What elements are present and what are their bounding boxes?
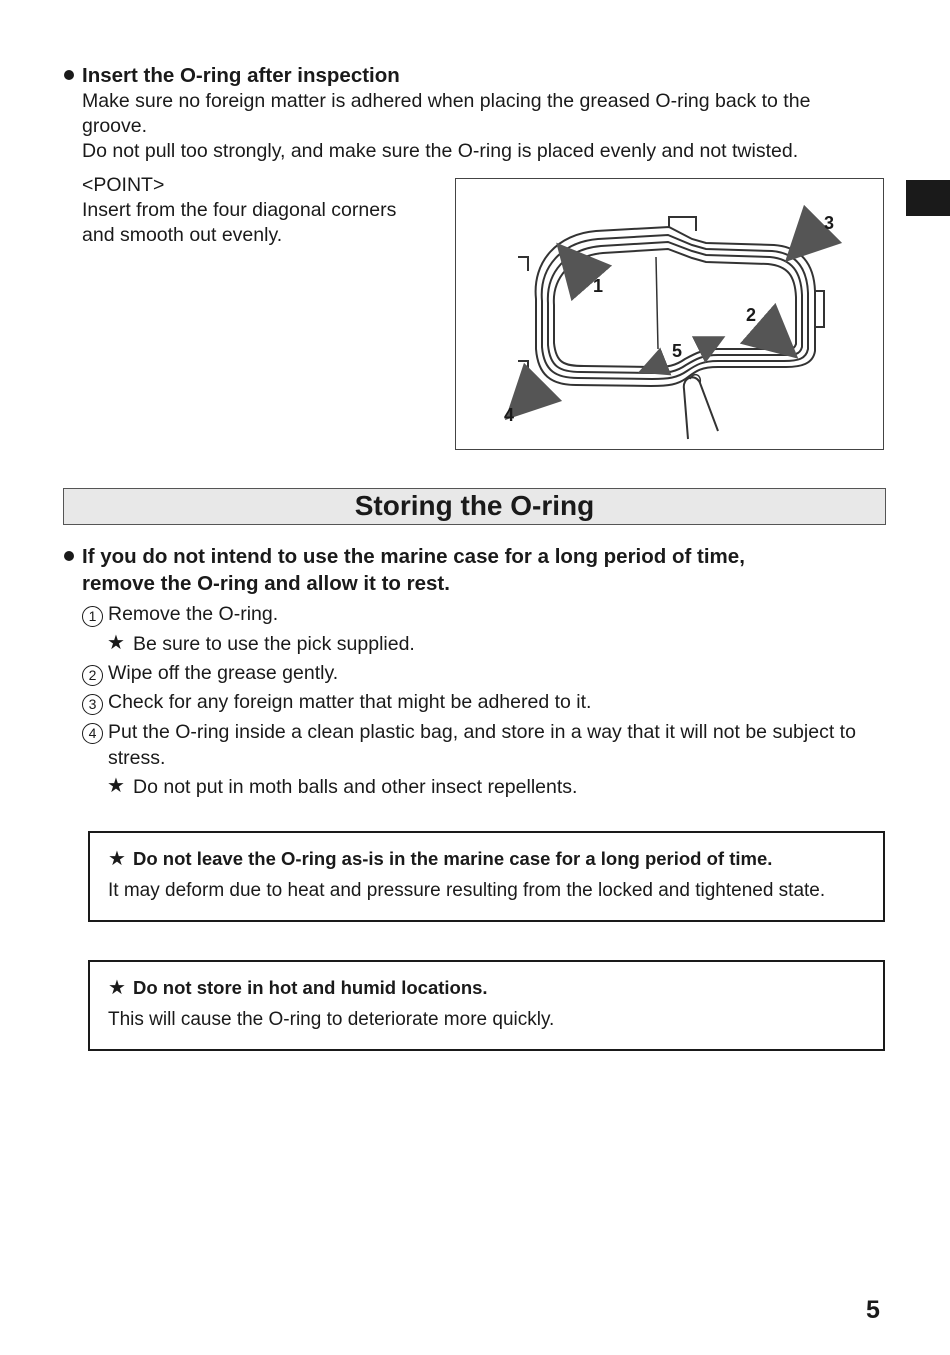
step-number: 3: [82, 694, 103, 715]
star-icon: ★: [107, 632, 125, 654]
point-label: <POINT>: [82, 174, 165, 196]
star-icon: ★: [108, 977, 126, 999]
figure-label-5: 5: [672, 341, 683, 361]
star-icon: ★: [107, 775, 125, 797]
step-text: Put the O-ring inside a clean plastic bag, and store in a way that it will not be subject to: [108, 721, 856, 743]
step-number: 4: [82, 723, 103, 744]
notice-box: [88, 831, 885, 922]
figure-label-4: 4: [504, 405, 515, 425]
step-text: Check for any foreign matter that might be adhered to it.: [108, 691, 592, 713]
page-number: 5: [866, 1296, 880, 1324]
notice-title: Do not store in hot and humid locations.: [133, 977, 488, 998]
section-title: Storing the O-ring: [63, 488, 886, 525]
inspection-text-line: groove.: [82, 115, 148, 137]
inspection-text-line: Make sure no foreign matter is adhered when placing the greased O-ring back to the: [82, 90, 811, 112]
o-ring-illustration: [456, 179, 885, 451]
step-number: 1: [82, 606, 103, 627]
inspection-heading: Insert the O-ring after inspection: [82, 64, 400, 87]
section-tab-marker: [906, 180, 950, 216]
o-ring-insertion-figure: [455, 178, 884, 450]
notice-body: This will cause the O-ring to deteriorate more quickly.: [108, 1009, 555, 1030]
step-number: 2: [82, 665, 103, 686]
bullet-dot: [64, 70, 74, 80]
notice-box: [88, 960, 885, 1051]
step-text: Wipe off the grease gently.: [108, 662, 339, 684]
bullet-dot: [64, 551, 74, 561]
point-text-line: and smooth out evenly.: [82, 224, 283, 246]
figure-label-3: 3: [824, 213, 835, 233]
storing-heading-line: remove the O-ring and allow it to rest.: [82, 572, 450, 595]
step-note: Do not put in moth balls and other insect repellents.: [133, 776, 578, 798]
star-icon: ★: [108, 848, 126, 870]
notice-body: It may deform due to heat and pressure resulting from the locked and tightened state.: [108, 880, 826, 901]
step-note: Be sure to use the pick supplied.: [133, 633, 415, 655]
step-text-continued: stress.: [108, 747, 166, 769]
step-text: Remove the O-ring.: [108, 603, 279, 625]
figure-label-2: 2: [746, 305, 757, 325]
storing-heading-line: If you do not intend to use the marine case for a long period of time,: [82, 545, 745, 568]
notice-title: Do not leave the O-ring as-is in the marine case for a long period of time.: [133, 848, 773, 869]
inspection-text-line: Do not pull too strongly, and make sure the O-ring is placed evenly and not twisted.: [82, 140, 799, 162]
figure-label-1: 1: [593, 276, 604, 296]
point-text-line: Insert from the four diagonal corners: [82, 199, 397, 221]
